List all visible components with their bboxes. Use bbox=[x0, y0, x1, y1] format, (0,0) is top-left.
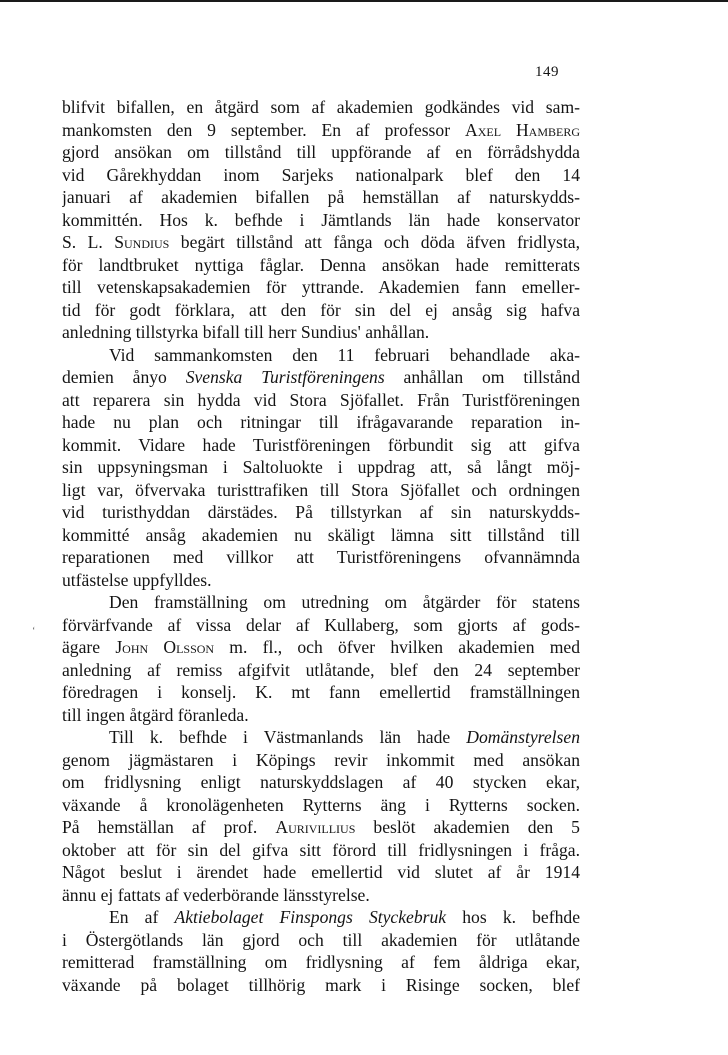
text-line bbox=[62, 456, 580, 479]
text-run: blifvit bifallen, en åtgärd som af akademien godkändes vid sam- bbox=[62, 97, 580, 117]
text-run: anhållan om tillstånd bbox=[384, 367, 580, 387]
text-line bbox=[62, 884, 580, 907]
text-run: På hemställan af prof. bbox=[62, 817, 276, 837]
text-line bbox=[62, 254, 580, 277]
text-run: beslöt akademien den 5 bbox=[355, 817, 580, 837]
text-line bbox=[62, 119, 580, 142]
text-run: remitterad framställning om fridlysning af fem åldriga ekar, bbox=[62, 952, 580, 972]
text-run: Vid sammankomsten den 11 februari behandlade aka- bbox=[109, 344, 580, 365]
text-line bbox=[62, 321, 580, 344]
text-line bbox=[62, 231, 580, 254]
text-run: att reparera sin hydda vid Stora Sjöfallet. Från Turistföreningen bbox=[62, 389, 580, 410]
text-run: reparationen med villkor att Turistföreningens ofvannämnda bbox=[62, 547, 580, 567]
text-run: växande på bolaget tillhörig mark i Risinge socken, blef bbox=[62, 974, 580, 995]
text-line bbox=[62, 569, 580, 592]
text-run: förvärfvande af vissa delar af Kullaberg, som gjorts af gods- bbox=[62, 614, 580, 635]
name-smallcaps: Sundius bbox=[114, 232, 170, 252]
text-run: om fridlysning enligt naturskyddslagen af 40 stycken ekar, bbox=[62, 772, 580, 792]
text-line bbox=[62, 434, 580, 457]
text-run: mankomsten den 9 september. En af professor bbox=[62, 119, 465, 140]
top-edge-rule bbox=[0, 0, 728, 2]
text-run: januari af akademien bifallen på hemställan af naturskydds- bbox=[62, 187, 580, 207]
text-run: tid för godt förklara, att den för sin del ej ansåg sig hafva bbox=[62, 299, 580, 320]
text-line bbox=[62, 861, 580, 884]
text-line bbox=[62, 816, 580, 839]
text-run: kommitté ansåg akademien nu skäligt lämna sitt tillstånd till bbox=[62, 524, 580, 545]
text-run: oktober att för sin del gifva sitt förord till fridlysningen i fråga. bbox=[62, 839, 580, 860]
text-run: i Östergötlands län gjord och till akademien för utlåtande bbox=[62, 929, 580, 950]
text-run: vid Gårekhyddan inom Sarjeks nationalpark blef den 14 bbox=[62, 164, 580, 185]
text-line bbox=[62, 96, 580, 119]
margin-mark: ‘ bbox=[32, 626, 36, 637]
text-run: Något beslut i ärendet hade emellertid vid slutet af år 1914 bbox=[62, 862, 580, 882]
text-line bbox=[62, 951, 580, 974]
text-line bbox=[62, 906, 580, 929]
text-line bbox=[62, 524, 580, 547]
name-smallcaps: John Olsson bbox=[115, 637, 215, 657]
text-line bbox=[62, 659, 580, 682]
text-line bbox=[62, 749, 580, 772]
text-run: m. fl., och öfver hvilken akademien med bbox=[214, 637, 580, 657]
text-line bbox=[62, 636, 580, 659]
text-run: hade nu plan och ritningar till ifrågavarande reparation in- bbox=[62, 412, 580, 432]
text-run: S. L. bbox=[62, 232, 115, 252]
text-run: utfästelse uppfylldes. bbox=[62, 569, 212, 590]
emphasis-italic: Aktiebolaget Finspongs Styckebruk bbox=[174, 907, 447, 927]
text-run: demien ånyo bbox=[62, 367, 186, 387]
text-run: för landtbruket nyttiga fåglar. Denna ansökan hade remitterats bbox=[62, 254, 580, 275]
text-run: Den framställning om utredning om åtgärder för statens bbox=[109, 592, 580, 612]
text-line bbox=[62, 929, 580, 952]
text-run: kommit. Vidare hade Turistföreningen förbundit sig att gifva bbox=[62, 434, 580, 455]
text-line bbox=[62, 704, 580, 727]
text-run: ännu ej fattats af vederbörande länsstyrelse. bbox=[62, 884, 370, 905]
text-line bbox=[62, 546, 580, 569]
text-line bbox=[62, 389, 580, 412]
text-line bbox=[62, 839, 580, 862]
text-run: genom jägmästaren i Köpings revir inkommit med ansökan bbox=[62, 749, 580, 770]
text-run: En af bbox=[109, 907, 175, 927]
text-line bbox=[62, 209, 580, 232]
text-run: till vetenskapsakademien för yttrande. Akademien fann emeller- bbox=[62, 277, 580, 297]
text-run: vid turisthyddan därstädes. På tillstyrkan af sin naturskydds- bbox=[62, 502, 580, 522]
text-line bbox=[62, 794, 580, 817]
text-line bbox=[62, 366, 580, 389]
text-line bbox=[62, 141, 580, 164]
text-run: sin uppsyningsman i Saltoluokte i uppdrag att, så långt möj- bbox=[62, 457, 580, 477]
text-run: anledning af remiss afgifvit utlåtande, blef den 24 september bbox=[62, 659, 580, 680]
text-run: anledning tillstyrka bifall till herr Sundius' anhållan. bbox=[62, 322, 430, 342]
text-line bbox=[62, 726, 580, 749]
text-line bbox=[62, 299, 580, 322]
text-line bbox=[62, 164, 580, 187]
text-run: Till k. befhde i Västmanlands län hade bbox=[109, 727, 467, 747]
text-line bbox=[62, 501, 580, 524]
text-run: ligt var, öfvervaka turisttrafiken till Stora Sjöfallet och ordningen bbox=[62, 479, 580, 500]
text-line bbox=[62, 591, 580, 614]
text-run: gjord ansökan om tillstånd till uppförande af en förrådshydda bbox=[62, 142, 580, 162]
text-line bbox=[62, 186, 580, 209]
page-number: 149 bbox=[535, 64, 559, 80]
text-run: till ingen åtgärd föranleda. bbox=[62, 704, 249, 725]
text-line bbox=[62, 479, 580, 502]
text-run: växande å kronolägenheten Rytterns äng i Rytterns socken. bbox=[62, 794, 580, 815]
text-run: föredragen i konselj. K. mt fann emellertid framställningen bbox=[62, 682, 580, 702]
text-run: hos k. befhde bbox=[446, 907, 580, 927]
emphasis-italic: Domänstyrelsen bbox=[466, 727, 580, 747]
name-smallcaps: Aurivillius bbox=[275, 817, 356, 837]
text-line bbox=[62, 771, 580, 794]
text-line bbox=[62, 411, 580, 434]
emphasis-italic: Svenska Turistföreningens bbox=[185, 367, 385, 387]
text-line bbox=[62, 614, 580, 637]
text-line bbox=[62, 344, 580, 367]
body-text bbox=[62, 96, 580, 996]
text-line bbox=[62, 681, 580, 704]
text-line bbox=[62, 276, 580, 299]
text-run: kommittén. Hos k. befhde i Jämtlands län hade konservator bbox=[62, 209, 580, 230]
text-line bbox=[62, 974, 580, 997]
text-run: begärt tillstånd att fånga och döda äfven fridlysta, bbox=[169, 232, 580, 252]
text-run: ägare bbox=[62, 637, 116, 657]
name-smallcaps: Axel Hamberg bbox=[465, 119, 580, 140]
